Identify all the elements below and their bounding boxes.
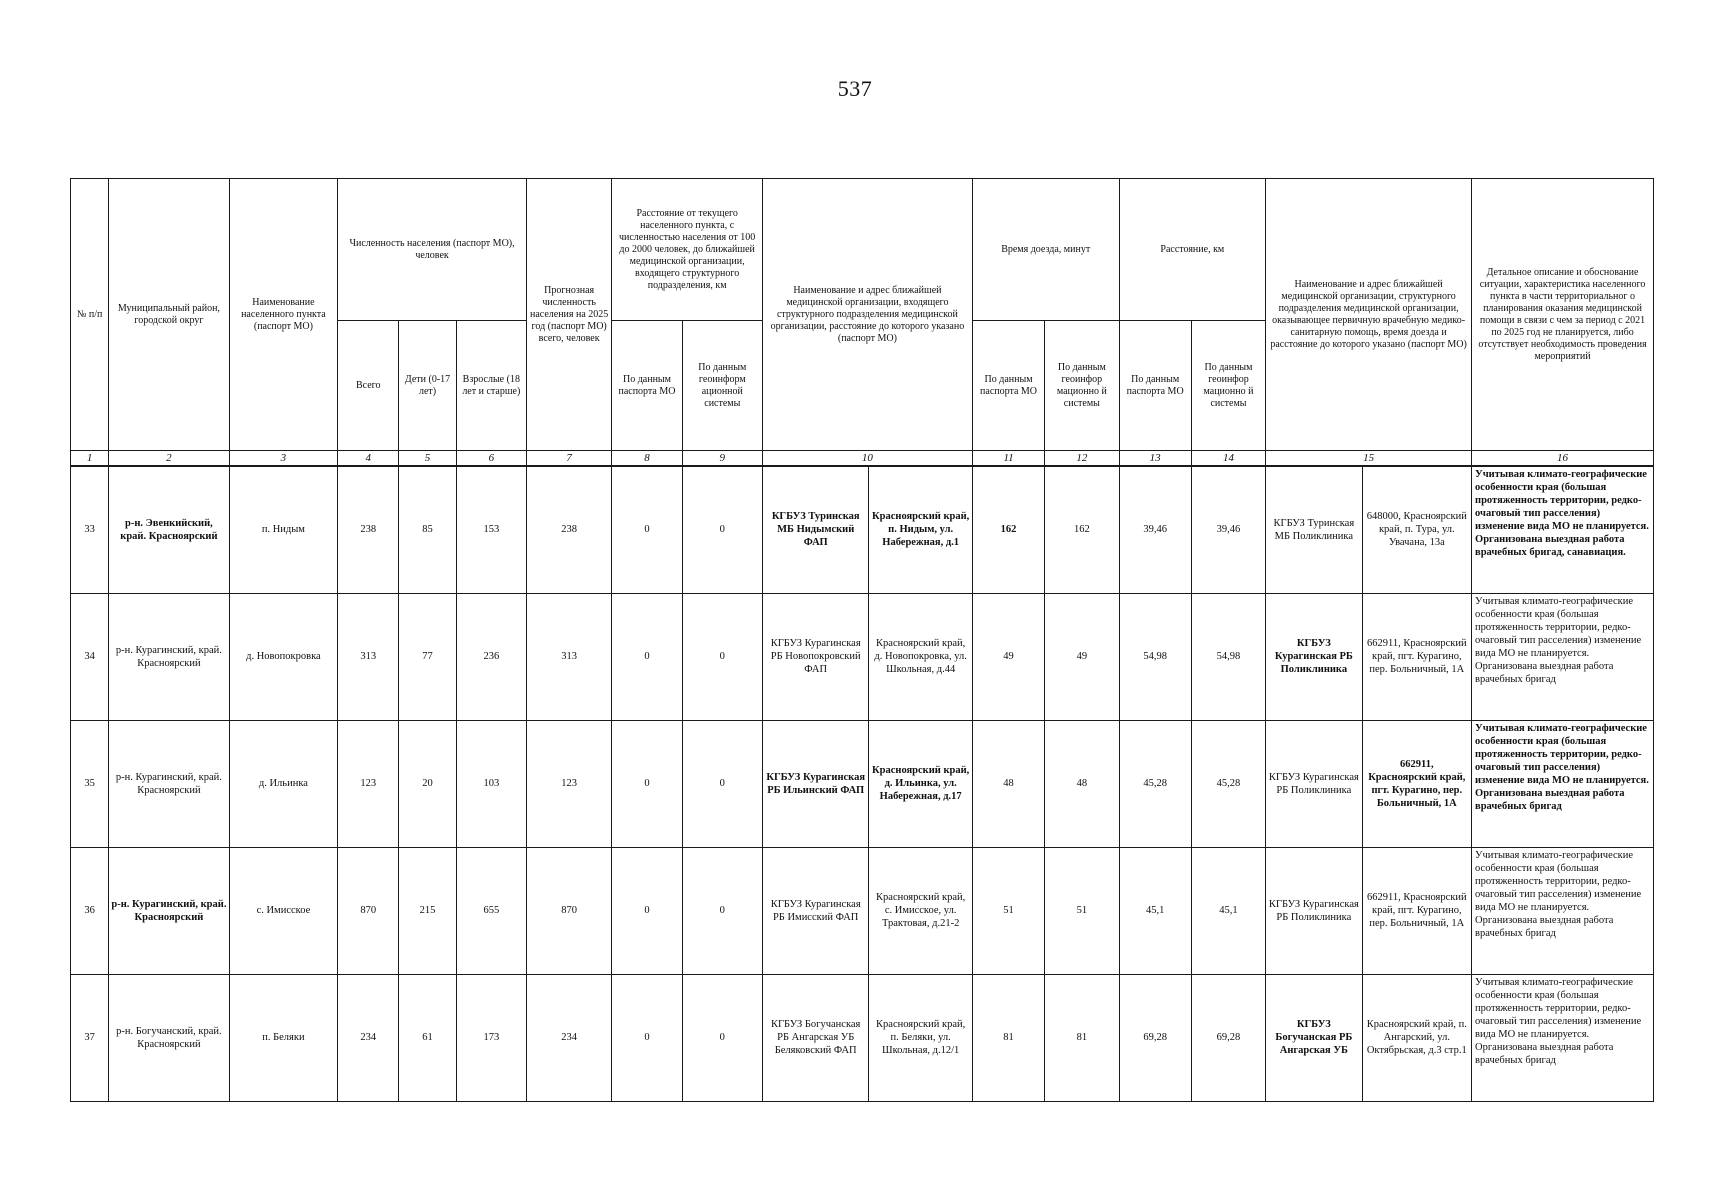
table-row <box>71 593 1654 720</box>
cell-district: р-н. Курагинский, край. Красноярский <box>109 593 230 720</box>
table-row <box>71 847 1654 974</box>
page-number: 537 <box>837 76 873 101</box>
cell-num: 33 <box>71 466 109 593</box>
cell-mo-address: Красноярский край, п. Нидым, ул. Набережная, д.1 <box>869 466 972 593</box>
col-number: 3 <box>229 451 337 467</box>
cell-children: 61 <box>399 974 456 1101</box>
cell-settlement: с. Имисское <box>229 847 337 974</box>
cell-dist-passport: 0 <box>612 847 682 974</box>
cell-km-passport: 69,28 <box>1119 974 1191 1101</box>
cell-time-passport: 51 <box>972 847 1044 974</box>
cell-mo-name: КГБУЗ Туринская МБ Нидымский ФАП <box>762 466 868 593</box>
cell-dist-gis: 0 <box>682 466 762 593</box>
cell-mo-name: КГБУЗ Курагинская РБ Новопокровский ФАП <box>762 593 868 720</box>
cell-children: 77 <box>399 593 456 720</box>
cell-settlement: п. Нидым <box>229 466 337 593</box>
cell-primary-mo-name: КГБУЗ Курагинская РБ Поликлиника <box>1266 847 1362 974</box>
header-dist-passport: По данным паспорта МО <box>612 321 682 451</box>
header-distance-km: Расстояние, км <box>1119 179 1266 321</box>
col-number: 1 <box>71 451 109 467</box>
cell-mo-address: Красноярский край, с. Имисское, ул. Трактовая, д.21-2 <box>869 847 972 974</box>
cell-adults: 103 <box>456 720 526 847</box>
col-number: 8 <box>612 451 682 467</box>
cell-adults: 236 <box>456 593 526 720</box>
cell-adults: 655 <box>456 847 526 974</box>
cell-total: 870 <box>338 847 399 974</box>
cell-description: Учитывая климато-географические особенности края (большая протяженность территории, редко-очаговый тип расселения) изменение вида МО не планируется. Организована выездная работа врачебных бригад <box>1472 593 1654 720</box>
cell-primary-mo-address: 648000, Красноярский край, п. Тура, ул. Увачана, 13а <box>1362 466 1471 593</box>
cell-forecast: 870 <box>526 847 611 974</box>
header-time-gis: По данным геоинфор мационно й системы <box>1045 321 1119 451</box>
cell-time-gis: 48 <box>1045 720 1119 847</box>
cell-dist-passport: 0 <box>612 974 682 1101</box>
cell-dist-gis: 0 <box>682 847 762 974</box>
cell-adults: 173 <box>456 974 526 1101</box>
header-travel-time: Время доезда, минут <box>972 179 1119 321</box>
cell-primary-mo-address: 662911, Красноярский край, пгт. Курагино, пер. Больничный, 1А <box>1362 847 1471 974</box>
cell-dist-gis: 0 <box>682 593 762 720</box>
cell-primary-mo-address: Красноярский край, п. Ангарский, ул. Октябрьская, д.3 стр.1 <box>1362 974 1471 1101</box>
cell-district: р-н. Эвенкийский, край. Красноярский <box>109 466 230 593</box>
cell-km-passport: 54,98 <box>1119 593 1191 720</box>
cell-settlement: п. Беляки <box>229 974 337 1101</box>
cell-primary-mo-name: КГБУЗ Туринская МБ Поликлиника <box>1266 466 1362 593</box>
col-number: 14 <box>1191 451 1265 467</box>
col-number: 16 <box>1472 451 1654 467</box>
cell-num: 36 <box>71 847 109 974</box>
cell-children: 215 <box>399 847 456 974</box>
col-number: 12 <box>1045 451 1119 467</box>
header-description: Детальное описание и обоснование ситуации, характеристика населенного пункта в части территориальног о планирования оказания медицинской помощи в связи с чем за период с 2021 по 2025 год не планируется, либо отсутствует необходимость проведения мероприятий <box>1472 179 1654 451</box>
cell-mo-name: КГБУЗ Богучанская РБ Ангарская УБ Беляковский ФАП <box>762 974 868 1101</box>
col-number: 11 <box>972 451 1044 467</box>
cell-km-passport: 45,28 <box>1119 720 1191 847</box>
cell-mo-address: Красноярский край, д. Ильинка, ул. Набережная, д.17 <box>869 720 972 847</box>
cell-primary-mo-address: 662911, Красноярский край, пгт. Курагино, пер. Больничный, 1А <box>1362 720 1471 847</box>
cell-children: 20 <box>399 720 456 847</box>
cell-primary-mo-name: КГБУЗ Курагинская РБ Поликлиника <box>1266 593 1362 720</box>
cell-mo-address: Красноярский край, п. Беляки, ул. Школьная, д.12/1 <box>869 974 972 1101</box>
cell-num: 37 <box>71 974 109 1101</box>
col-number: 15 <box>1266 451 1472 467</box>
cell-km-gis: 69,28 <box>1191 974 1265 1101</box>
cell-time-passport: 49 <box>972 593 1044 720</box>
col-number: 4 <box>338 451 399 467</box>
cell-dist-passport: 0 <box>612 593 682 720</box>
cell-km-passport: 39,46 <box>1119 466 1191 593</box>
cell-km-gis: 45,1 <box>1191 847 1265 974</box>
cell-time-gis: 81 <box>1045 974 1119 1101</box>
table-row <box>71 720 1654 847</box>
header-km-passport: По данным паспорта МО <box>1119 321 1191 451</box>
cell-dist-gis: 0 <box>682 720 762 847</box>
cell-total: 123 <box>338 720 399 847</box>
header-forecast: Прогнозная численность населения на 2025 год (паспорт МО) всего, человек <box>526 179 611 451</box>
data-table <box>70 178 1654 1102</box>
cell-time-passport: 48 <box>972 720 1044 847</box>
col-number: 5 <box>399 451 456 467</box>
cell-km-gis: 39,46 <box>1191 466 1265 593</box>
cell-primary-mo-address: 662911, Красноярский край, пгт. Курагино, пер. Больничный, 1А <box>1362 593 1471 720</box>
cell-time-passport: 162 <box>972 466 1044 593</box>
cell-total: 234 <box>338 974 399 1101</box>
col-number: 2 <box>109 451 230 467</box>
cell-mo-name: КГБУЗ Курагинская РБ Имисский ФАП <box>762 847 868 974</box>
cell-time-gis: 51 <box>1045 847 1119 974</box>
header-nearest-mo: Наименование и адрес ближайшей медицинской организации, входящего структурного подразделения медицинской организации, расстояние до которого указано (паспорт МО) <box>762 179 972 451</box>
cell-num: 34 <box>71 593 109 720</box>
cell-forecast: 238 <box>526 466 611 593</box>
header-children: Дети (0-17 лет) <box>399 321 456 451</box>
cell-total: 238 <box>338 466 399 593</box>
header-primary-mo: Наименование и адрес ближайшей медицинской организации, структурного подразделения медицинской организации, оказывающее первичную врачебную медико-санитарную помощь, время доезда и расстояние до которого указано (паспорт МО) <box>1266 179 1472 451</box>
cell-settlement: д. Новопокровка <box>229 593 337 720</box>
col-number: 10 <box>762 451 972 467</box>
cell-forecast: 234 <box>526 974 611 1101</box>
cell-adults: 153 <box>456 466 526 593</box>
cell-primary-mo-name: КГБУЗ Богучанская РБ Ангарская УБ <box>1266 974 1362 1101</box>
cell-dist-passport: 0 <box>612 720 682 847</box>
col-number: 6 <box>456 451 526 467</box>
table-row <box>71 466 1654 593</box>
cell-description: Учитывая климато-географические особенности края (большая протяженность территории, редко-очаговый тип расселения) изменение вида МО не планируется. Организована выездная работа врачебных бригад <box>1472 720 1654 847</box>
cell-children: 85 <box>399 466 456 593</box>
header-num: № п/п <box>71 179 109 451</box>
cell-time-passport: 81 <box>972 974 1044 1101</box>
cell-km-gis: 54,98 <box>1191 593 1265 720</box>
cell-time-gis: 162 <box>1045 466 1119 593</box>
cell-forecast: 313 <box>526 593 611 720</box>
header-dist-gis: По данным геоинформ ационной системы <box>682 321 762 451</box>
cell-primary-mo-name: КГБУЗ Курагинская РБ Поликлиника <box>1266 720 1362 847</box>
cell-km-gis: 45,28 <box>1191 720 1265 847</box>
header-adults: Взрослые (18 лет и старше) <box>456 321 526 451</box>
col-number: 13 <box>1119 451 1191 467</box>
cell-mo-address: Красноярский край, д. Новопокровка, ул. Школьная, д.44 <box>869 593 972 720</box>
cell-district: р-н. Богучанский, край. Красноярский <box>109 974 230 1101</box>
header-population: Численность населения (паспорт МО), человек <box>338 179 527 321</box>
cell-num: 35 <box>71 720 109 847</box>
cell-description: Учитывая климато-географические особенности края (большая протяженность территории, редко-очаговый тип расселения) изменение вида МО не планируется. Организована выездная работа врачебных бригад, санавиация. <box>1472 466 1654 593</box>
cell-district: р-н. Курагинский, край. Красноярский <box>109 847 230 974</box>
cell-settlement: д. Ильинка <box>229 720 337 847</box>
header-total: Всего <box>338 321 399 451</box>
header-km-gis: По данным геоинфор мационно й системы <box>1191 321 1265 451</box>
cell-dist-gis: 0 <box>682 974 762 1101</box>
header-settlement: Наименование населенного пункта (паспорт МО) <box>229 179 337 451</box>
header-district: Муниципальный район, городской округ <box>109 179 230 451</box>
cell-description: Учитывая климато-географические особенности края (большая протяженность территории, редко-очаговый тип расселения) изменение вида МО не планируется. Организована выездная работа врачебных бригад <box>1472 847 1654 974</box>
header-time-passport: По данным паспорта МО <box>972 321 1044 451</box>
cell-forecast: 123 <box>526 720 611 847</box>
col-number: 9 <box>682 451 762 467</box>
col-number: 7 <box>526 451 611 467</box>
cell-time-gis: 49 <box>1045 593 1119 720</box>
cell-dist-passport: 0 <box>612 466 682 593</box>
cell-description: Учитывая климато-географические особенности края (большая протяженность территории, редко-очаговый тип расселения) изменение вида МО не планируется. Организована выездная работа врачебных бригад <box>1472 974 1654 1101</box>
table-row <box>71 974 1654 1101</box>
cell-total: 313 <box>338 593 399 720</box>
cell-mo-name: КГБУЗ Курагинская РБ Ильинский ФАП <box>762 720 868 847</box>
cell-km-passport: 45,1 <box>1119 847 1191 974</box>
header-distance-nearest: Расстояние от текущего населенного пункта, с численностью населения от 100 до 2000 человек, до ближайшей медицинской организации, входящего структурного подразделения, км <box>612 179 763 321</box>
cell-district: р-н. Курагинский, край. Красноярский <box>109 720 230 847</box>
